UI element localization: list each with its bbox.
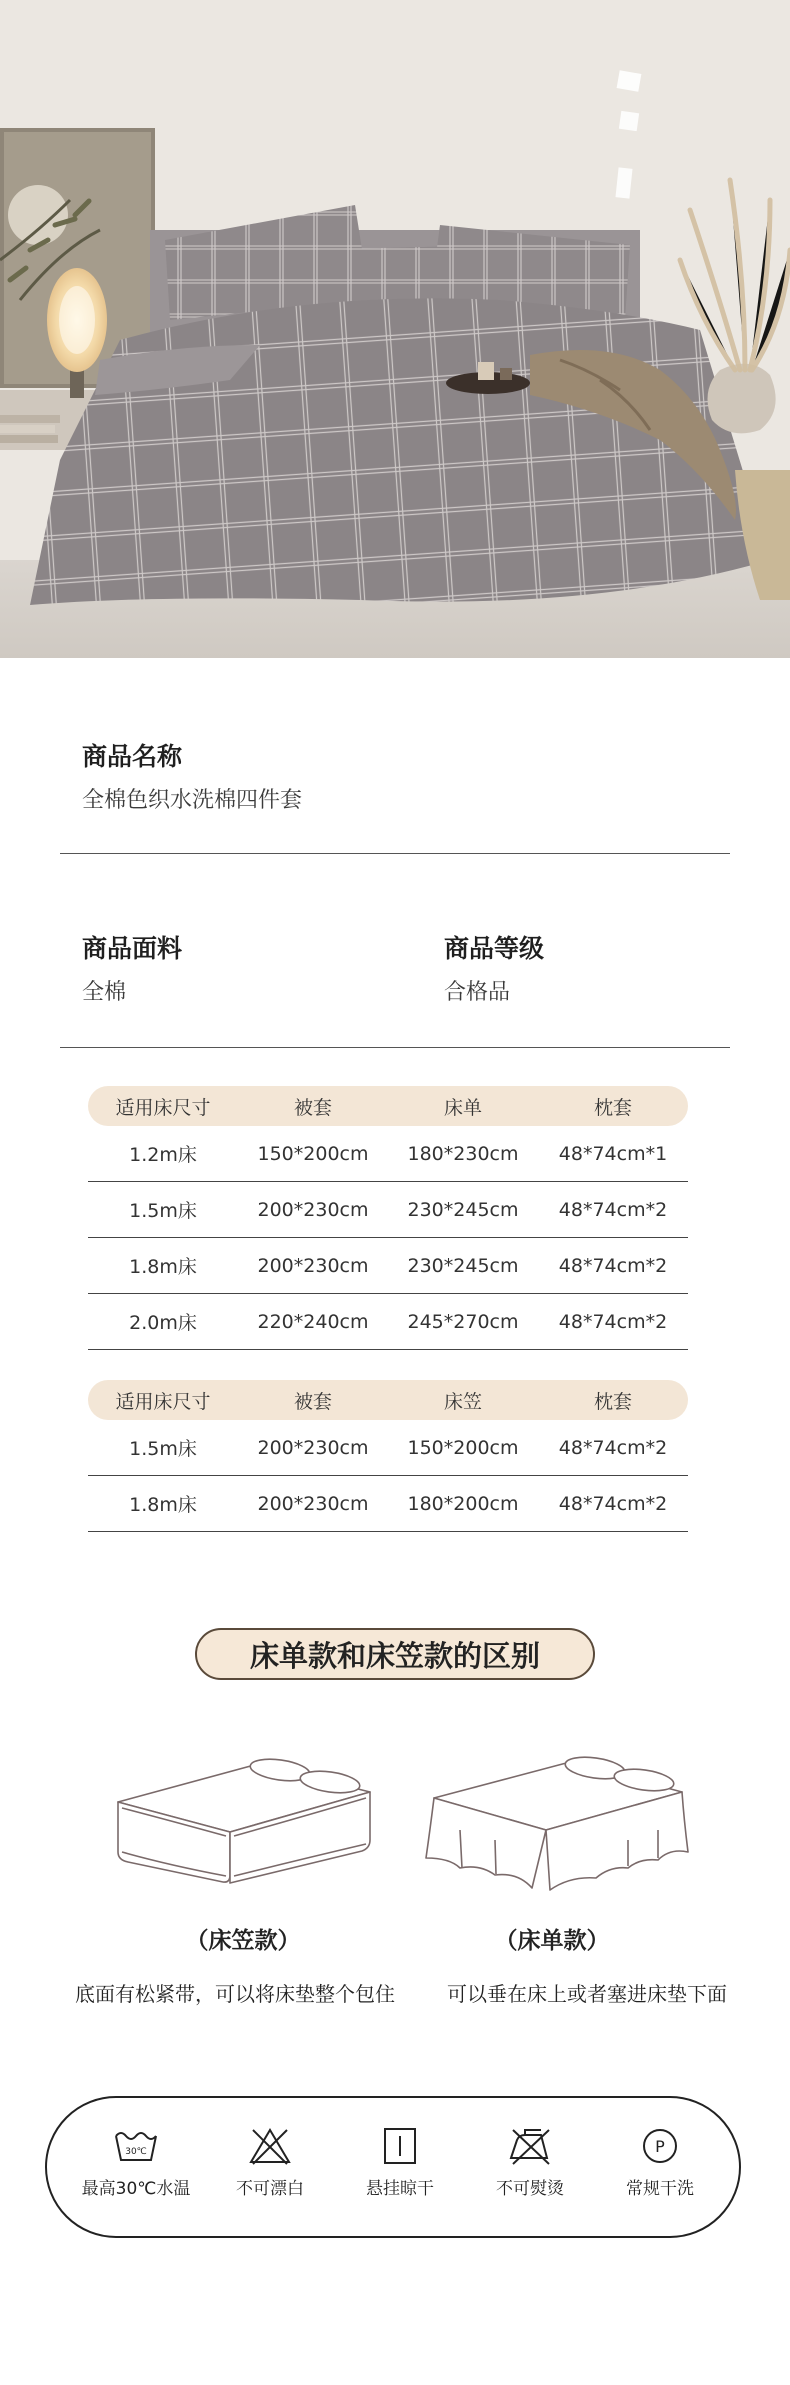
hero-product-photo — [0, 0, 790, 658]
cell: 180*230cm — [407, 1142, 519, 1165]
cell: 230*245cm — [407, 1254, 519, 1277]
flat-sheet-name: （床单款） — [494, 1928, 610, 1954]
care-label: 最高30℃水温 — [81, 2179, 191, 2199]
cell: 150*200cm — [407, 1436, 519, 1459]
table-header — [88, 1086, 688, 1126]
wash-temp-badge: 30℃ — [125, 2147, 147, 2157]
table-row — [88, 1476, 688, 1532]
fabric-label: 商品面料 — [82, 934, 183, 963]
table-header — [88, 1380, 688, 1420]
wash-30-icon — [113, 2126, 159, 2166]
comparison-title: 床单款和床笠款的区别 — [195, 1628, 595, 1680]
fitted-sheet-desc: 底面有松紧带，可以将床垫整个包住 — [75, 1982, 395, 2006]
header-bed-size: 适用床尺寸 — [115, 1096, 211, 1119]
header-sheet: 床单 — [443, 1096, 482, 1119]
header-duvet: 被套 — [293, 1390, 332, 1413]
header-fitted-sheet: 床笠 — [443, 1390, 482, 1413]
cell: 48*74cm*2 — [558, 1310, 668, 1333]
care-item — [465, 2126, 595, 2199]
cell: 1.5m床 — [129, 1438, 197, 1460]
header-pillowcase: 枕套 — [593, 1390, 632, 1413]
cell: 230*245cm — [407, 1198, 519, 1221]
cell: 220*240cm — [257, 1310, 369, 1333]
grade-label: 商品等级 — [444, 934, 545, 963]
cell: 1.5m床 — [129, 1200, 197, 1222]
table-row — [88, 1126, 688, 1182]
care-label: 不可漂白 — [236, 2179, 304, 2199]
flat-sheet-bed-icon — [420, 1740, 690, 1900]
fitted-sheet-size-table — [88, 1380, 688, 1532]
header-bed-size: 适用床尺寸 — [115, 1390, 211, 1413]
table-row — [88, 1420, 688, 1476]
cell: 48*74cm*2 — [558, 1492, 668, 1515]
dry-clean-badge: P — [655, 2137, 665, 2156]
care-item — [205, 2126, 335, 2199]
cell: 1.2m床 — [129, 1144, 197, 1166]
care-item — [335, 2126, 465, 2199]
cell: 1.8m床 — [129, 1494, 197, 1516]
header-duvet: 被套 — [293, 1096, 332, 1119]
no-bleach-icon — [247, 2126, 293, 2166]
cell: 245*270cm — [407, 1310, 519, 1333]
no-iron-icon — [507, 2126, 553, 2166]
care-label: 常规干洗 — [626, 2179, 694, 2199]
cell: 200*230cm — [257, 1254, 369, 1277]
cell: 180*200cm — [407, 1492, 519, 1515]
table-row — [88, 1294, 688, 1350]
header-pillowcase: 枕套 — [593, 1096, 632, 1119]
fitted-sheet-name: （床笠款） — [185, 1928, 301, 1954]
care-item — [595, 2126, 725, 2199]
divider — [60, 853, 730, 854]
care-item — [71, 2126, 201, 2199]
cell: 150*200cm — [257, 1142, 369, 1165]
cell: 200*230cm — [257, 1198, 369, 1221]
grade-value: 合格品 — [444, 980, 511, 1005]
product-name-label: 商品名称 — [82, 742, 183, 771]
bedroom-illustration — [0, 0, 790, 658]
flat-sheet-desc: 可以垂在床上或者塞进床垫下面 — [447, 1982, 727, 2006]
table-row — [88, 1182, 688, 1238]
cell: 200*230cm — [257, 1492, 369, 1515]
care-instructions-panel — [45, 2096, 741, 2238]
cell: 2.0m床 — [129, 1312, 197, 1334]
cell: 200*230cm — [257, 1436, 369, 1459]
care-label: 不可熨烫 — [496, 2179, 564, 2199]
cell: 48*74cm*1 — [558, 1142, 668, 1165]
table-row — [88, 1238, 688, 1294]
cell: 48*74cm*2 — [558, 1254, 668, 1277]
hang-dry-icon — [377, 2126, 423, 2166]
fitted-sheet-bed-icon — [108, 1740, 378, 1890]
cell: 48*74cm*2 — [558, 1198, 668, 1221]
fabric-value: 全棉 — [82, 980, 127, 1005]
cell: 48*74cm*2 — [558, 1436, 668, 1459]
dry-clean-icon — [637, 2126, 683, 2166]
care-label: 悬挂晾干 — [366, 2179, 434, 2199]
product-name-value: 全棉色织水洗棉四件套 — [82, 788, 303, 813]
cell: 1.8m床 — [129, 1256, 197, 1278]
flat-sheet-size-table — [88, 1086, 688, 1350]
divider — [60, 1047, 730, 1048]
